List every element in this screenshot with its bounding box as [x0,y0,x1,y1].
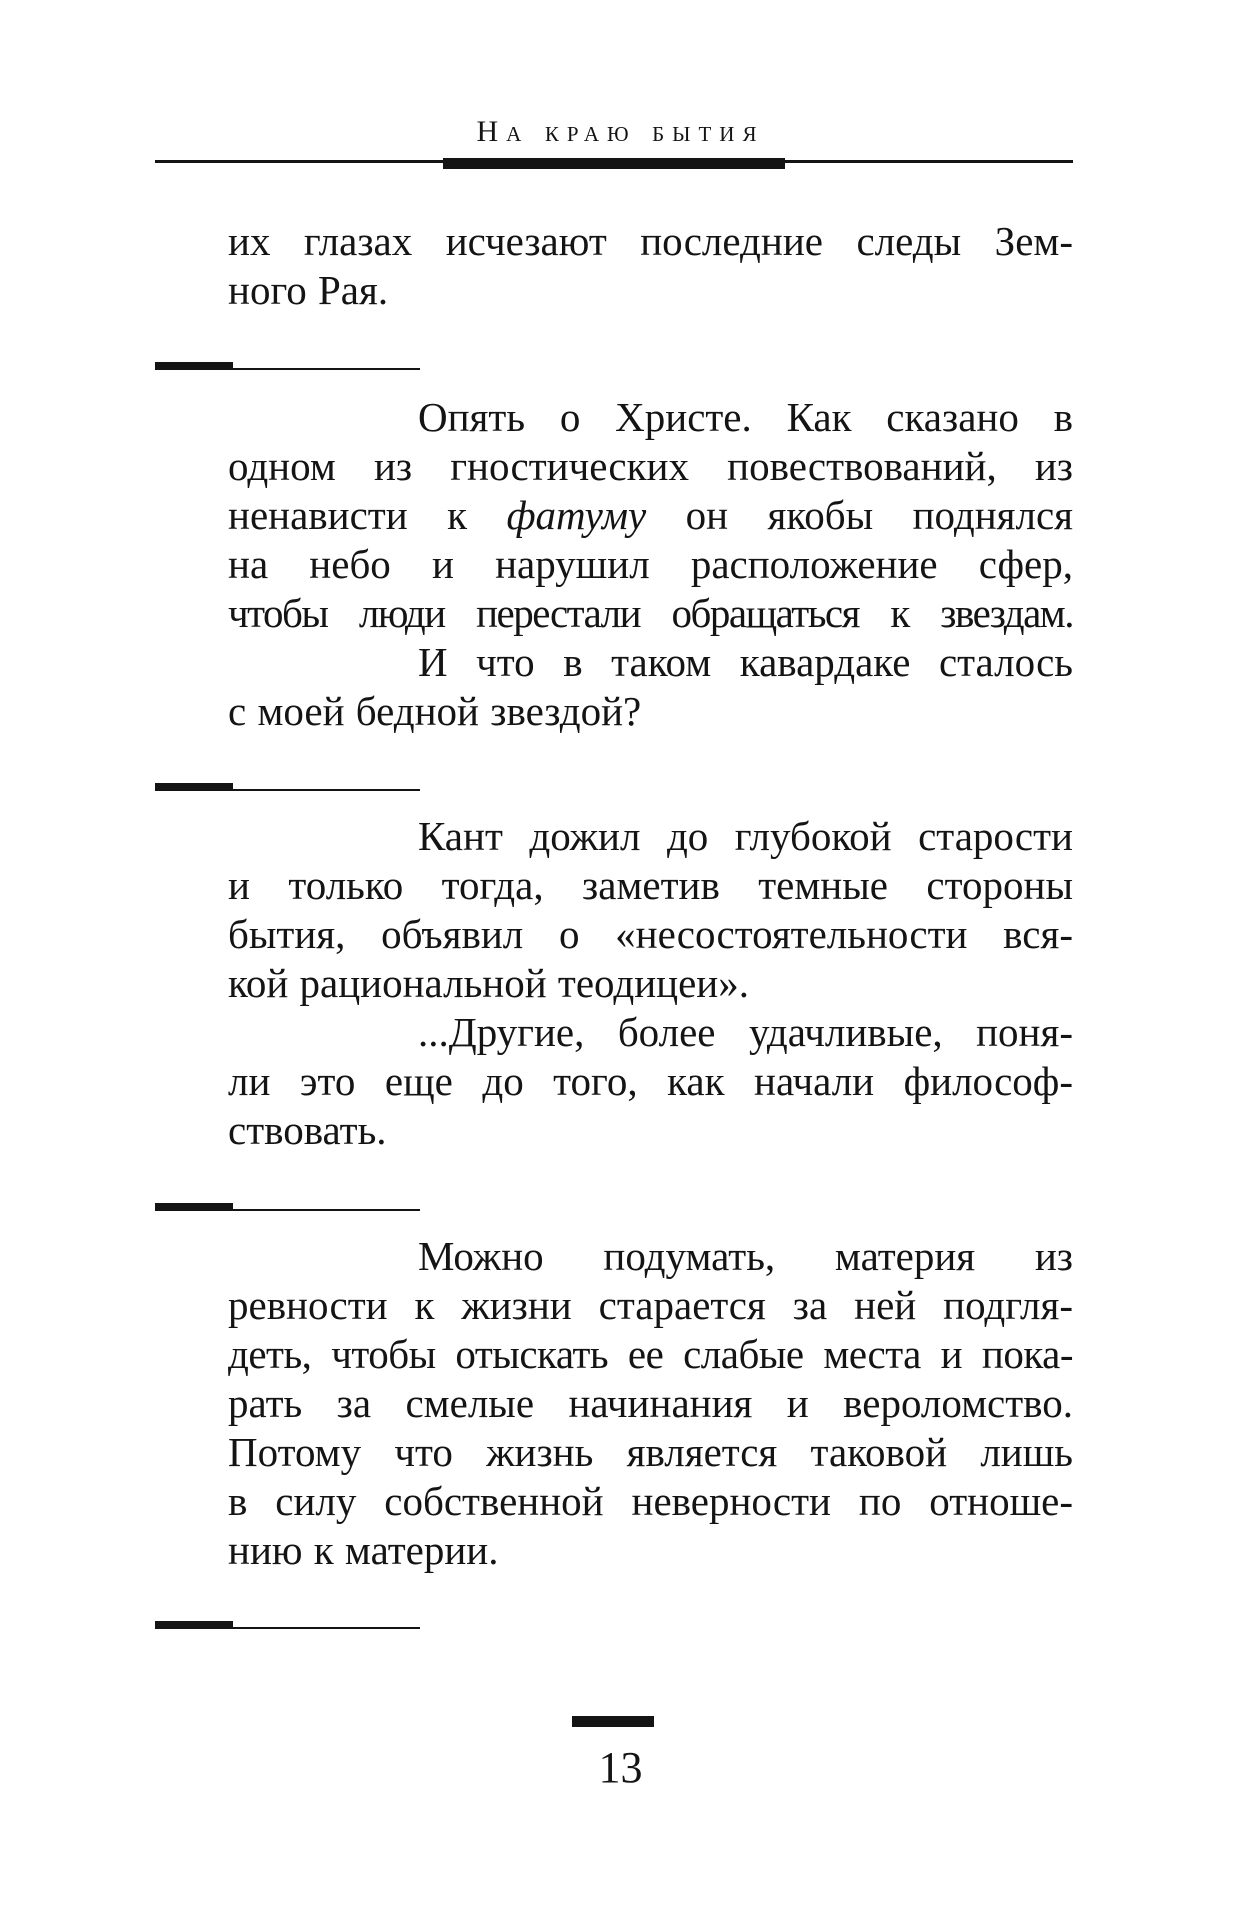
text-fragment-4 [228,1232,1073,1575]
text-line: в силу собственной неверности по отноше- [228,1478,1073,1524]
text-fragment-1 [228,217,1073,315]
text-line: ствовать. [228,1107,387,1153]
text-line: И что в таком кавардаке сталось [418,639,1073,685]
text-line: ного Рая. [228,267,389,313]
text-line: Потому что жизнь является таковой лишь [228,1429,1073,1475]
section-divider [155,783,420,792]
text-line: чтобы люди перестали обращаться к звездам. [228,590,1073,636]
running-header-title: На краю бытия [476,115,765,148]
text-fragment-3 [228,812,1073,1155]
text-line: с моей бедной звездой? [228,688,642,734]
page-number: 13 [598,1743,643,1792]
text-line: кой рациональной теодицеи». [228,960,749,1006]
text-line: ...Другие, более удачливые, поня- [418,1009,1073,1055]
section-divider [155,1621,420,1630]
text-line: Можно подумать, материя из [418,1233,1073,1279]
text-line: ненависти к фатуму он якобы поднялся [228,492,1074,538]
text-line: деть, чтобы отыскать ее слабые места и пока- [228,1331,1073,1377]
text-line: одном из гностических повествований, из [228,443,1073,489]
text-line: и только тогда, заметив темные стороны [228,862,1073,908]
italic-word: фатуму [506,492,647,538]
text-line: ли это еще до того, как начали философ- [228,1058,1073,1104]
text-line: на небо и нарушил расположение сфер, [228,541,1073,587]
text-line: бытия, объявил о «несостоятельности вся- [228,911,1073,957]
text-line: Кант дожил до глубокой старости [418,813,1073,859]
header-rule-accent [443,158,785,169]
text-line: их глазах исчезают последние следы Зем- [228,218,1073,264]
text-line: нию к материи. [228,1527,499,1573]
section-divider [155,1203,420,1212]
text-fragment-2 [228,393,1073,736]
page-number-bar [572,1716,654,1727]
text-line: рать за смелые начинания и вероломство. [228,1380,1073,1426]
text-line: Опять о Христе. Как сказано в [418,394,1073,440]
section-divider [155,362,420,371]
text-line: ревности к жизни старается за ней подгля- [228,1282,1073,1328]
